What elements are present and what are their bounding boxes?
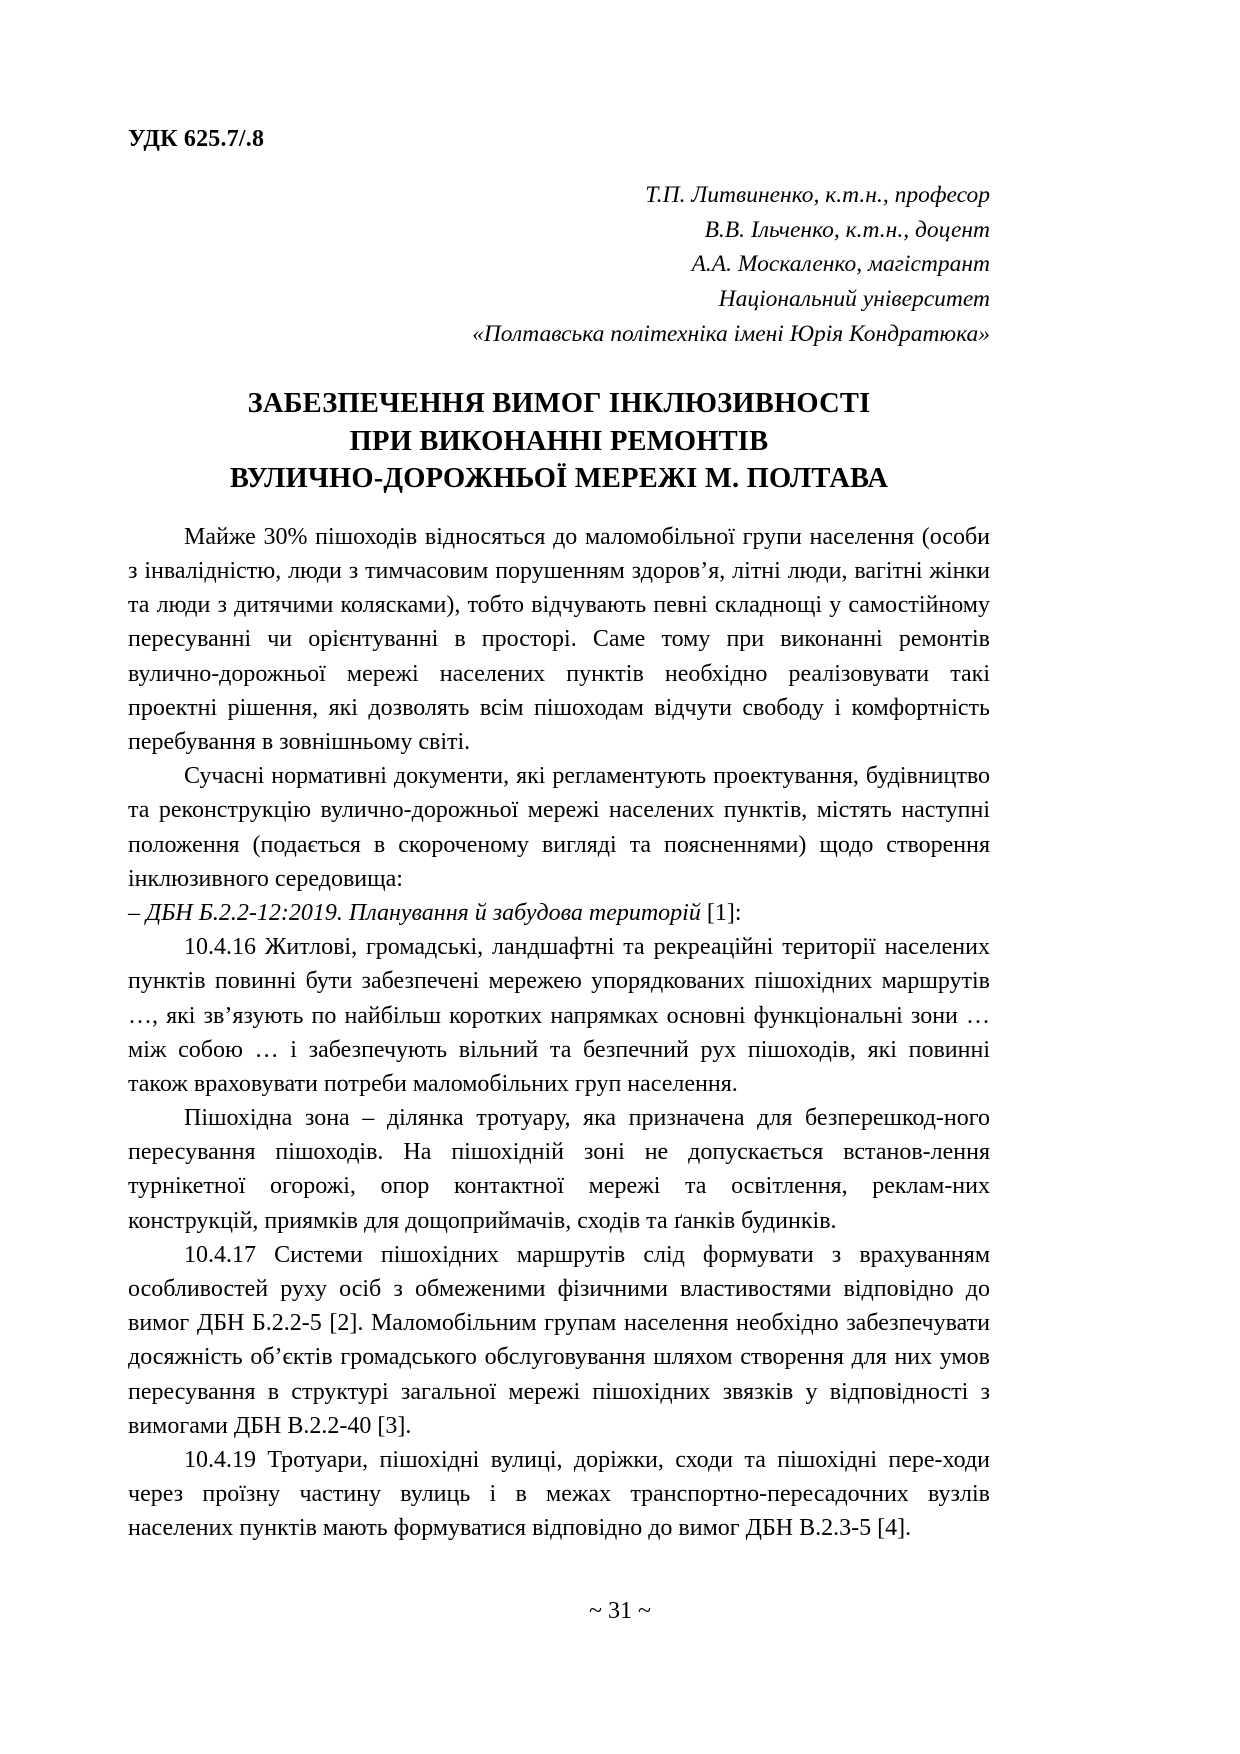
udc-code: УДК 625.7/.8 — [128, 126, 265, 152]
title-line-2: ПРИ ВИКОНАННІ РЕМОНТІВ — [349, 425, 769, 457]
author-line-2: В.В. Ільченко, к.т.н., доцент — [704, 216, 990, 243]
author-block — [128, 178, 990, 351]
page-title — [128, 385, 990, 498]
body-paragraph: Пішохідна зона – ділянка тротуару, яка призначена для безперешкод-ного пересування пішоходів. На пішохідній зоні не допускається встанов-лення турнікетної огорожі, опор контактної мережі та освітлення, реклам-них конструкцій, приямків для дощоприймачів, сходів та ґанків будинків. — [128, 1105, 990, 1234]
standard-reference-citation: [1]: — [700, 899, 742, 926]
page-footer — [0, 1598, 1240, 1625]
affiliation-line-2: «Полтавська політехніка імені Юрія Кондратюка» — [472, 320, 990, 347]
body-paragraph: 10.4.19 Тротуари, пішохідні вулиці, доріжки, сходи та пішохідні пере-ходи через проїзну частину вулиць і в межах транспортно-пересадочних вузлів населених пунктів мають формуватися відповідно до вимог ДБН В.2.3-5 [4]. — [128, 1446, 990, 1542]
page-content — [128, 126, 990, 1546]
title-line-3: ВУЛИЧНО-ДОРОЖНЬОЇ МЕРЕЖІ М. ПОЛТАВА — [229, 463, 889, 495]
standard-reference-title: – ДБН Б.2.2-12:2019. Планування й забудова територій — [128, 899, 701, 926]
body-paragraph: Сучасні нормативні документи, які регламентують проектування, будівництво та реконструкцію вулично-дорожньої мережі населених пунктів, містять наступні положення (подається в скороченому вигляді та поясненнями) щодо створення інклюзивного середовища: — [128, 763, 990, 892]
affiliation-line-1: Національний університет — [718, 285, 990, 312]
author-line-3: А.А. Москаленко, магістрант — [691, 251, 990, 278]
standard-reference-line — [128, 896, 990, 930]
author-line-1: Т.П. Литвиненко, к.т.н., професор — [645, 182, 990, 209]
body-paragraph: Майже 30% пішоходів відносяться до маломобільної групи населення (особи з інвалідністю, люди з тимчасовим порушенням здоров’я, літні люди, вагітні жінки та люди з дитячими колясками), тобто відчувають певні складнощі у самостійному пересуванні чи орієнтуванні в просторі. Саме тому при виконанні ремонтів вулично-дорожньої мережі населених пунктів необхідно реалізовувати такі проектні рішення, які дозволять всім пішоходам відчути свободу і комфортність перебування в зовнішньому світі. — [128, 523, 990, 755]
body-paragraph: 10.4.16 Житлові, громадські, ландшафтні та рекреаційні території населених пунктів повинні бути забезпечені мережею упорядкованих пішохідних маршрутів …, які зв’язують по найбільш коротких напрямках основні функціональні зони … між собою … і забезпечують вільний та безпечний рух пішоходів, які повинні також враховувати потреби маломобільних груп населення. — [128, 934, 990, 1097]
body-paragraph: 10.4.17 Системи пішохідних маршрутів слід формувати з врахуванням особливостей руху осіб з обмеженими фізичними властивостями відповідно до вимог ДБН Б.2.2-5 [2]. Маломобільним групам населення необхідно забезпечувати досяжність об’єктів громадського обслуговування шляхом створення для них умов пересування в структурі загальної мережі пішохідних звязків у відповідності з вимогами ДБН В.2.2-40 [3]. — [128, 1241, 990, 1439]
page-number: ~ 31 ~ — [589, 1598, 651, 1624]
title-line-1: ЗАБЕЗПЕЧЕННЯ ВИМОГ ІНКЛЮЗИВНОСТІ — [247, 388, 871, 420]
